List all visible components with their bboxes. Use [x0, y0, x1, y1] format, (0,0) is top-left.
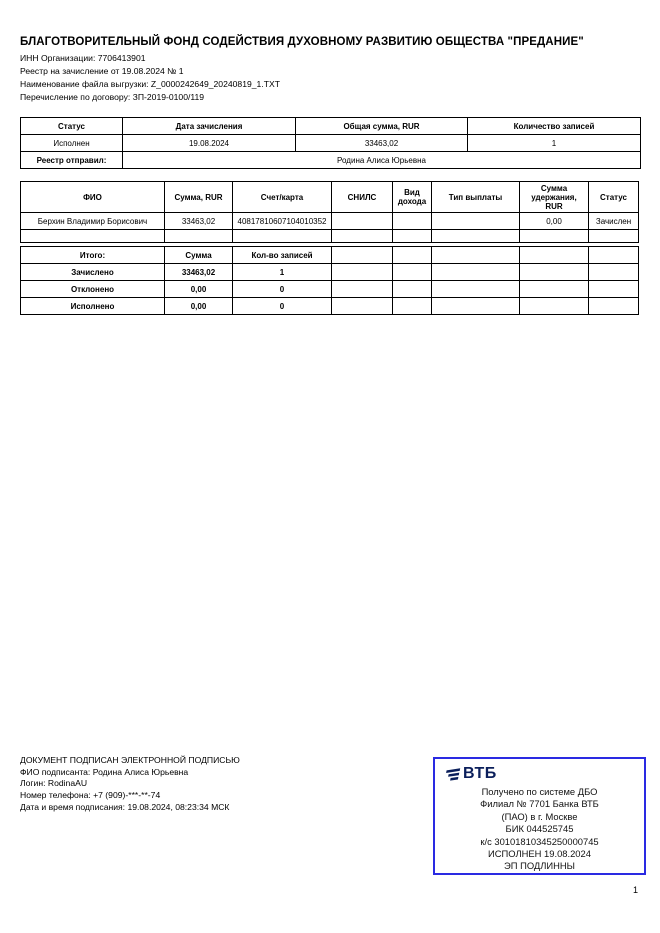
- totals-row-label: Исполнено: [21, 298, 165, 315]
- column-header-withhold-sum: Сумма удержания, RUR: [520, 182, 589, 213]
- cell-withhold-sum: 0,00: [520, 213, 589, 230]
- totals-row-sum: 33463,02: [165, 264, 233, 281]
- stamp-line-received: Получено по системе ДБО: [481, 786, 598, 797]
- signature-line-login: Логин: RodinaAU: [20, 778, 88, 789]
- vtb-logo: [445, 766, 644, 782]
- cell-total-sum: 33463,02: [296, 135, 468, 152]
- summary-value-row: [21, 135, 641, 152]
- column-header-sum: Сумма, RUR: [165, 182, 233, 213]
- column-header-date: Дата зачисления: [123, 118, 296, 135]
- totals-row-count: 0: [233, 298, 332, 315]
- column-header-total-sum: Общая сумма, RUR: [296, 118, 468, 135]
- totals-row-credited: [21, 264, 639, 281]
- column-header-row-status: Статус: [589, 182, 639, 213]
- totals-row-sum: 0,00: [165, 298, 233, 315]
- totals-row-rejected: [21, 281, 639, 298]
- cell-record-count: 1: [468, 135, 641, 152]
- cell-income-type: [393, 213, 432, 230]
- bank-stamp: [433, 757, 646, 875]
- column-header-status: Статус: [21, 118, 123, 135]
- vtb-wing-icon: [445, 768, 461, 782]
- totals-row-sum: 0,00: [165, 281, 233, 298]
- totals-sum-header: Сумма: [165, 247, 233, 264]
- summary-sender-row: [21, 152, 641, 169]
- totals-header-row: [21, 247, 639, 264]
- cell-date: 19.08.2024: [123, 135, 296, 152]
- column-header-account: Счет/карта: [233, 182, 332, 213]
- detail-data-row: [21, 213, 639, 230]
- cell-account: 40817810607104010352: [233, 213, 332, 230]
- info-line-filename: Наименование файла выгрузки: Z_0000242649_20240819_1.TXT: [20, 79, 280, 89]
- info-line-inn: ИНН Организации: 7706413901: [20, 53, 146, 63]
- totals-row-count: 1: [233, 264, 332, 281]
- summary-header-row: [21, 118, 641, 135]
- detail-empty-row: [21, 230, 639, 243]
- sender-value: Родина Алиса Юрьевна: [123, 152, 641, 169]
- cell-sum: 33463,02: [165, 213, 233, 230]
- signature-line-fio: ФИО подписанта: Родина Алиса Юрьевна: [20, 766, 189, 777]
- signature-line-datetime: Дата и время подписания: 19.08.2024, 08:23:34 МСК: [20, 801, 230, 812]
- info-line-registry: Реестр на зачисление от 19.08.2024 № 1: [20, 66, 184, 76]
- detail-table: [20, 181, 639, 243]
- signature-line-title: ДОКУМЕНТ ПОДПИСАН ЭЛЕКТРОННОЙ ПОДПИСЬЮ: [20, 755, 240, 765]
- info-line-contract: Перечисление по договору: ЗП-2019-0100/119: [20, 92, 205, 102]
- totals-row-count: 0: [233, 281, 332, 298]
- cell-row-status: Зачислен: [589, 213, 639, 230]
- page-title: БЛАГОТВОРИТЕЛЬНЫЙ ФОНД СОДЕЙСТВИЯ ДУХОВНОМУ РАЗВИТИЮ ОБЩЕСТВА "ПРЕДАНИЕ": [20, 36, 584, 48]
- detail-header-row: [21, 182, 639, 213]
- document-info: [20, 52, 280, 104]
- stamp-line-corr-account: к/с 30101810345250000745: [480, 835, 599, 847]
- cell-status: Исполнен: [21, 135, 123, 152]
- stamp-line-city: (ПАО) в г. Москве: [501, 810, 578, 822]
- column-header-income-type: Вид дохода: [393, 182, 432, 213]
- stamp-text: [435, 786, 644, 873]
- column-header-fio: ФИО: [21, 182, 165, 213]
- page-number: 1: [632, 885, 638, 895]
- totals-row-label: Отклонено: [21, 281, 165, 298]
- stamp-line-branch: Филиал № 7701 Банка ВТБ: [480, 798, 599, 810]
- summary-table: [20, 117, 641, 169]
- totals-label: Итого:: [21, 247, 165, 264]
- column-header-record-count: Количество записей: [468, 118, 641, 135]
- signature-line-phone: Номер телефона: +7 (909)-***-**-74: [20, 790, 161, 801]
- column-header-payment-type: Тип выплаты: [432, 182, 520, 213]
- cell-fio: Берхин Владимир Борисович: [21, 213, 165, 230]
- cell-snils: [332, 213, 393, 230]
- totals-count-header: Кол-во записей: [233, 247, 332, 264]
- stamp-line-bik: БИК 044525745: [505, 823, 574, 835]
- stamp-line-executed: ИСПОЛНЕН 19.08.2024: [488, 848, 591, 860]
- signature-block: [20, 755, 240, 814]
- stamp-line-signature-valid: ЭП ПОДЛИННЫ: [504, 860, 575, 872]
- cell-payment-type: [432, 213, 520, 230]
- totals-table: [20, 246, 639, 315]
- totals-row-executed: [21, 298, 639, 315]
- sender-label: Реестр отправил:: [21, 152, 123, 169]
- totals-row-label: Зачислено: [21, 264, 165, 281]
- vtb-logo-text: ВТБ: [463, 765, 497, 782]
- column-header-snils: СНИЛС: [332, 182, 393, 213]
